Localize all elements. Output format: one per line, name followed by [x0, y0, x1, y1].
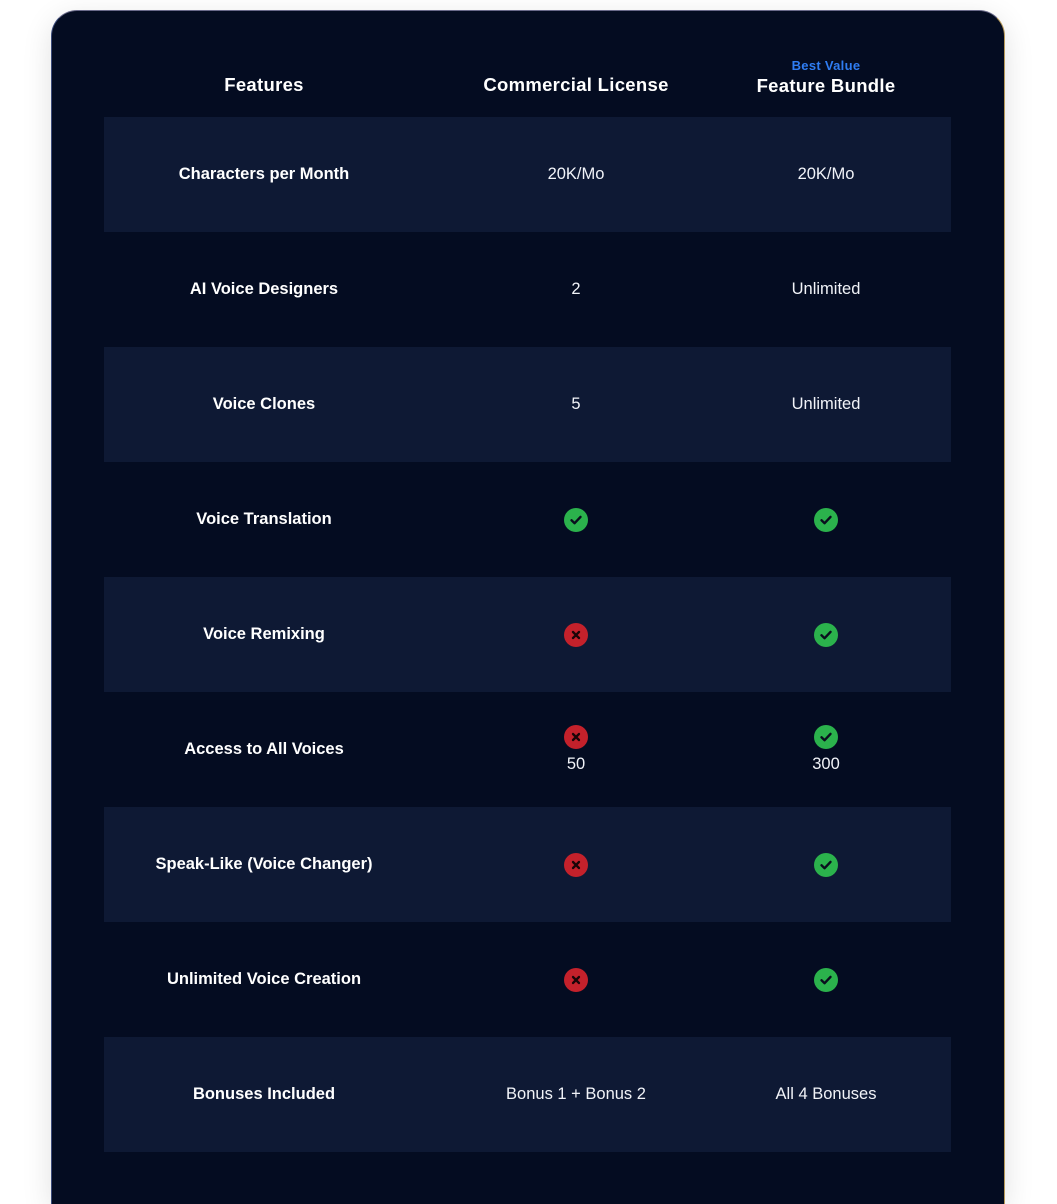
- commercial-value-cell: [451, 232, 701, 347]
- check-icon: [814, 968, 838, 992]
- bundle-value-cell: [701, 232, 951, 347]
- commercial-value: Bonus 1 + Bonus 2: [506, 1085, 646, 1103]
- comparison-card: [51, 10, 1005, 1204]
- commercial-value: 50: [566, 755, 586, 773]
- cross-icon: [564, 623, 588, 647]
- feature-name: Speak-Like (Voice Changer): [155, 855, 373, 873]
- comparison-rows: [104, 117, 951, 1152]
- check-icon: [814, 725, 838, 749]
- commercial-value-cell: [451, 462, 701, 577]
- check-icon: [814, 853, 838, 877]
- table-row: [104, 117, 951, 232]
- bundle-value: Unlimited: [791, 280, 861, 298]
- table-row: [104, 922, 951, 1037]
- bundle-value-cell: [701, 1037, 951, 1152]
- bundle-value-cell: [701, 807, 951, 922]
- table-row: [104, 347, 951, 462]
- feature-name: Voice Clones: [212, 395, 316, 413]
- cross-icon: [564, 853, 588, 877]
- header-commercial-license: [451, 11, 701, 117]
- bundle-value-cell: [701, 922, 951, 1037]
- header-features: [104, 11, 424, 117]
- bundle-value: 300: [812, 755, 840, 773]
- bundle-value-cell: [701, 347, 951, 462]
- table-row: [104, 577, 951, 692]
- bundle-value: Unlimited: [791, 395, 861, 413]
- bundle-value: All 4 Bonuses: [775, 1085, 877, 1103]
- feature-name: Voice Translation: [196, 510, 332, 528]
- cross-icon: [564, 725, 588, 749]
- bundle-value: 20K/Mo: [797, 165, 855, 183]
- cross-icon: [564, 968, 588, 992]
- header-features-label: Features: [224, 74, 304, 95]
- commercial-value-cell: [451, 347, 701, 462]
- commercial-value-cell: [451, 117, 701, 232]
- feature-name: Access to All Voices: [184, 740, 344, 758]
- feature-name: Voice Remixing: [203, 625, 325, 643]
- bundle-value-cell: [701, 462, 951, 577]
- bundle-value-cell: [701, 692, 951, 807]
- check-icon: [814, 508, 838, 532]
- commercial-value: 20K/Mo: [547, 165, 605, 183]
- check-icon: [814, 623, 838, 647]
- feature-name: AI Voice Designers: [189, 280, 339, 298]
- bundle-value-cell: [701, 577, 951, 692]
- table-row: [104, 462, 951, 577]
- feature-name: Unlimited Voice Creation: [166, 970, 362, 988]
- commercial-value-cell: [451, 1037, 701, 1152]
- commercial-value-cell: [451, 807, 701, 922]
- best-value-badge: Best Value: [791, 58, 861, 73]
- feature-name: Characters per Month: [178, 165, 350, 183]
- commercial-value-cell: [451, 692, 701, 807]
- commercial-value: 5: [571, 395, 581, 413]
- header-bundle-label: Feature Bundle: [756, 75, 896, 96]
- bundle-value-cell: [701, 117, 951, 232]
- header-feature-bundle: [701, 11, 951, 117]
- check-icon: [564, 508, 588, 532]
- table-header: [104, 11, 951, 117]
- table-row: [104, 692, 951, 807]
- table-row: [104, 1037, 951, 1152]
- commercial-value-cell: [451, 922, 701, 1037]
- feature-name: Bonuses Included: [192, 1085, 336, 1103]
- table-row: [104, 807, 951, 922]
- commercial-value-cell: [451, 577, 701, 692]
- table-row: [104, 232, 951, 347]
- commercial-value: 2: [571, 280, 581, 298]
- header-commercial-label: Commercial License: [483, 74, 669, 95]
